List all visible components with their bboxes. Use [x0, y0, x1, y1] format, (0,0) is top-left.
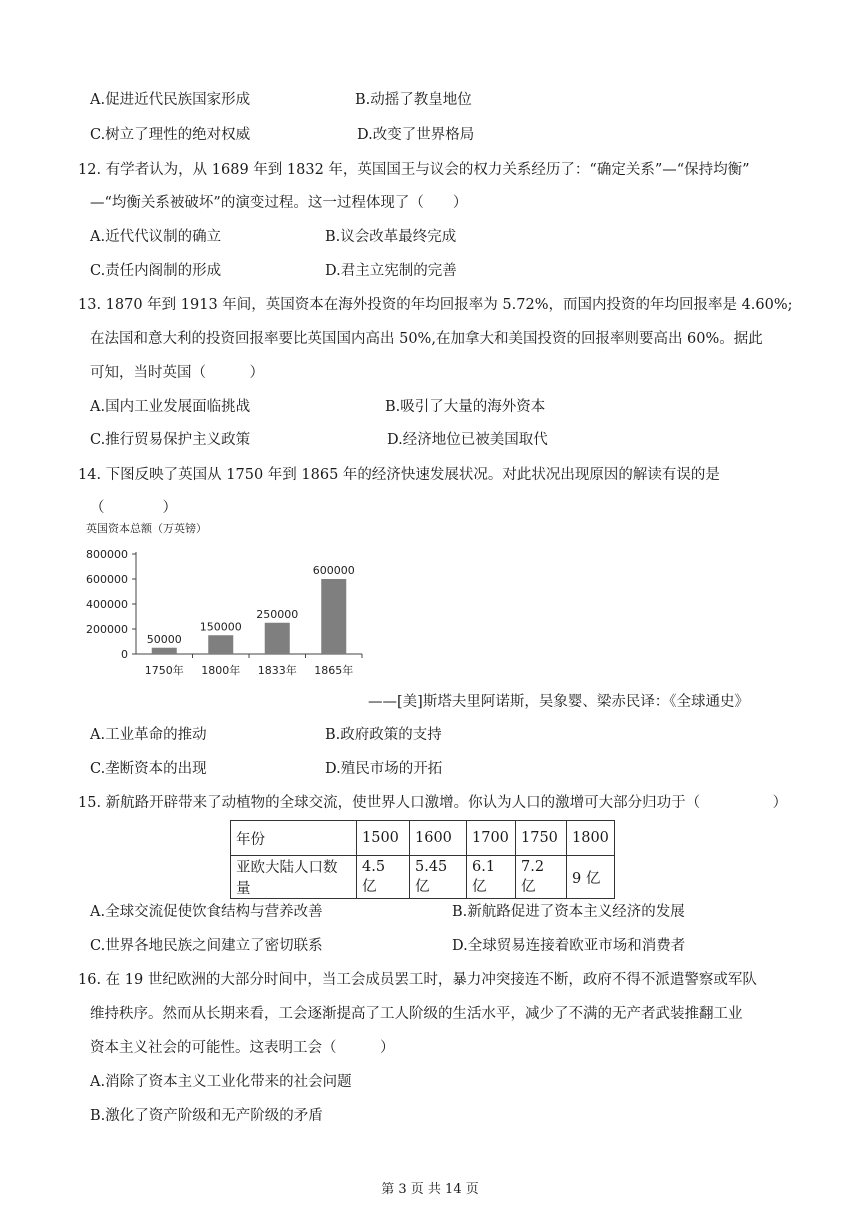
q12-stem-line1: 12. 有学者认为，从 1689 年到 1832 年，英国国王与议会的权力关系经历了：“确定关系”—“保持均衡” [78, 162, 750, 178]
q13-stem-line1: 13. 1870 年到 1913 年间，英国资本在海外投资的年均回报率为 5.72%，而国内投资的年均回报率是 4.60%; [78, 297, 793, 313]
q13-option-d: D.经济地位已被美国取代 [387, 432, 548, 448]
q11-option-a: A.促进近代民族国家形成 [90, 92, 251, 108]
q15-option-b: B.新航路促进了资本主义经济的发展 [452, 904, 685, 920]
y-tick-label: 0 [121, 648, 128, 661]
q11-option-c: C.树立了理性的绝对权威 [90, 127, 251, 143]
q12-option-a: A.近代代议制的确立 [90, 229, 222, 245]
capital-bar-chart [80, 518, 380, 688]
q16-stem-line2: 维持秩序。然而从长期来看，工会逐渐提高了工人阶级的生活水平，减少了不满的无产者武装推翻工业 [90, 1006, 743, 1022]
q11-option-b: B.动摇了教皇地位 [355, 92, 472, 108]
bar-data-label: 50000 [146, 632, 182, 646]
table-cell: 1700 [467, 821, 516, 856]
table-row [231, 821, 615, 856]
y-tick-label: 600000 [86, 573, 128, 586]
y-tick-label: 800000 [86, 548, 128, 561]
chart-svg [80, 518, 380, 688]
bar [208, 635, 233, 654]
q13-stem-line3: 可知，当时英国（ ） [90, 365, 264, 381]
table-cell: 6.1 亿 [467, 856, 516, 899]
q13-option-a: A.国内工业发展面临挑战 [90, 399, 251, 415]
q13-stem-line2: 在法国和意大利的投资回报率要比英国国内高出 50%,在加拿大和美国投资的回报率则要高出 60%。据此 [90, 331, 763, 347]
q16-stem-line1: 16. 在 19 世纪欧洲的大部分时间中，当工会成员罢工时，暴力冲突接连不断，政府不得不派遣警察或军队 [78, 972, 757, 988]
q15-stem-line1: 15. 新航路开辟带来了动植物的全球交流，使世界人口激增。你认为人口的激增可大部分归功于（ ） [78, 795, 788, 811]
bar [152, 648, 177, 654]
table-cell: 1750 [516, 821, 567, 856]
x-tick-label: 1865年 [314, 664, 354, 677]
q13-option-b: B.吸引了大量的海外资本 [385, 399, 546, 415]
q12-stem-line2: —“均衡关系被破坏”的演变过程。这一过程体现了（ ） [90, 195, 468, 211]
table-cell: 4.5 亿 [357, 856, 410, 899]
q15-option-a: A.全球交流促使饮食结构与营养改善 [90, 904, 323, 920]
q12-option-d: D.君主立宪制的完善 [325, 263, 457, 279]
q14-source: ——[美]斯塔夫里阿诺斯，吴象婴、梁赤民译：《全球通史》 [368, 694, 750, 710]
q14-option-c: C.垄断资本的出现 [90, 761, 207, 777]
x-tick-label: 1750年 [144, 664, 184, 677]
q11-option-d: D.改变了世界格局 [357, 127, 475, 143]
y-tick-label: 400000 [86, 598, 128, 611]
q16-option-b: B.激化了资产阶级和无产阶级的矛盾 [90, 1108, 323, 1124]
y-tick-label: 200000 [86, 623, 128, 636]
table-cell: 1500 [357, 821, 410, 856]
q15-option-d: D.全球贸易连接着欧亚市场和消费者 [452, 938, 686, 954]
table-cell: 1800 [567, 821, 615, 856]
q14-option-d: D.殖民市场的开拓 [325, 761, 443, 777]
x-tick-label: 1800年 [201, 664, 241, 677]
table-cell: 9 亿 [567, 856, 615, 899]
bar-data-label: 150000 [199, 620, 242, 634]
bar [265, 623, 290, 654]
table-cell: 7.2 亿 [516, 856, 567, 899]
x-tick-label: 1833年 [257, 664, 297, 677]
table-cell: 1600 [410, 821, 467, 856]
table-cell: 5.45 亿 [410, 856, 467, 899]
population-table [230, 820, 615, 899]
q14-stem-line2: （ ） [90, 500, 177, 516]
q15-option-c: C.世界各地民族之间建立了密切联系 [90, 938, 323, 954]
q12-option-c: C.责任内阁制的形成 [90, 263, 222, 279]
q14-option-a: A.工业革命的推动 [90, 727, 207, 743]
bar [321, 579, 346, 654]
chart-title: 英国资本总额（万英镑） [86, 522, 207, 535]
bar-data-label: 250000 [256, 607, 299, 621]
page-footer: 第 3 页 共 14 页 [381, 1182, 479, 1197]
bar-data-label: 600000 [312, 564, 355, 577]
q16-option-a: A.消除了资本主义工业化带来的社会问题 [90, 1074, 352, 1090]
q14-option-b: B.政府政策的支持 [325, 727, 442, 743]
table-cell: 亚欧大陆人口数量 [231, 856, 357, 899]
table-row [231, 856, 615, 899]
q13-option-c: C.推行贸易保护主义政策 [90, 432, 251, 448]
q14-stem-line1: 14. 下图反映了英国从 1750 年到 1865 年的经济快速发展状况。对此状况出现原因的解读有误的是 [78, 467, 720, 483]
q16-stem-line3: 资本主义社会的可能性。这表明工会（ ） [90, 1040, 395, 1056]
q12-option-b: B.议会改革最终完成 [325, 229, 457, 245]
table-cell: 年份 [231, 821, 357, 856]
